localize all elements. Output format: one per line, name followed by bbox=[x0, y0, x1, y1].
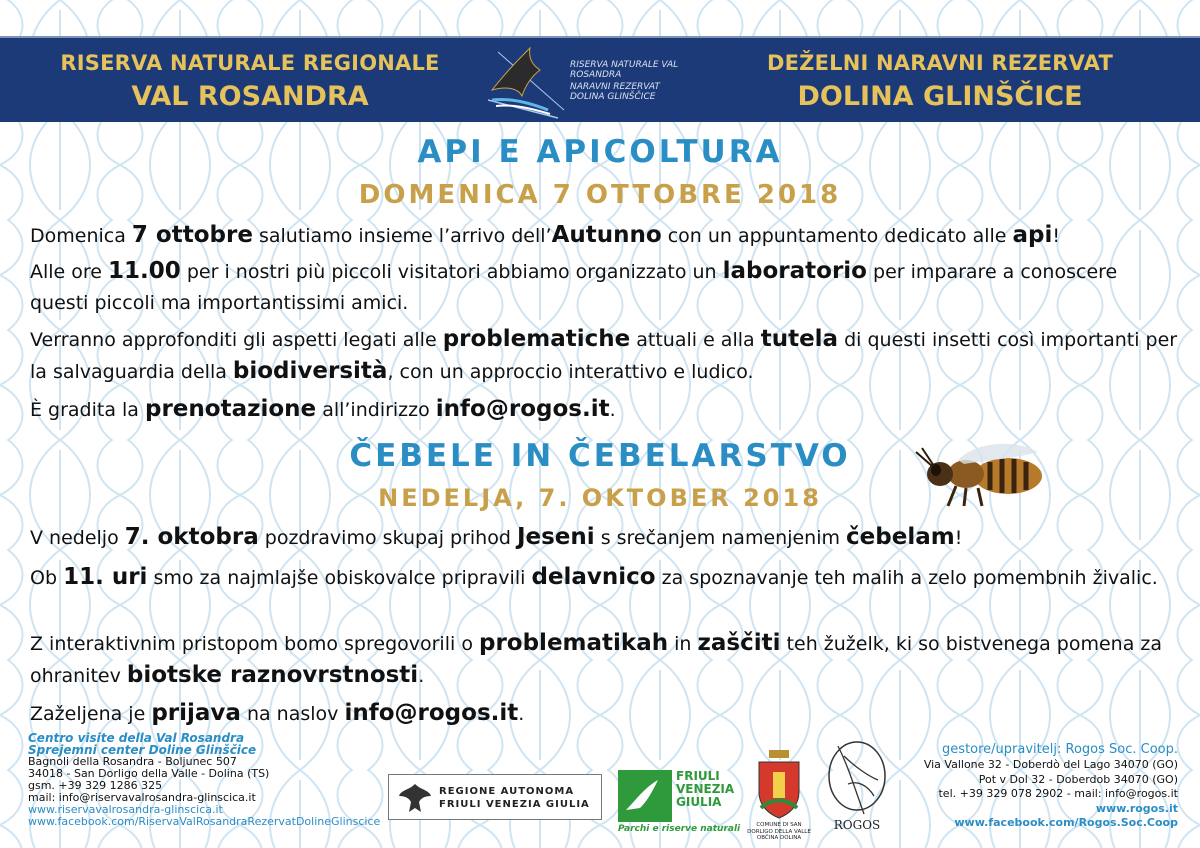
bold-run: zaščiti bbox=[697, 630, 781, 656]
text-run: per imparare a conoscere questi piccoli ma importantissimi amici. bbox=[30, 261, 1118, 314]
header-right bbox=[730, 48, 1150, 116]
parchi-green-block bbox=[618, 770, 672, 822]
bold-run: 7. oktobra bbox=[124, 524, 259, 550]
it-paragraph-4 bbox=[30, 394, 1180, 426]
rogos-text: ROGOS bbox=[833, 818, 881, 832]
header-left-line2: VAL ROSANDRA bbox=[131, 81, 369, 112]
text-run: Z interaktivnim pristopom bomo spregovorili o bbox=[30, 633, 479, 655]
text-run: . bbox=[418, 665, 425, 687]
address-line: Bagnoli della Rosandra - Boljunec 507 bbox=[28, 755, 237, 768]
bold-run: tutela bbox=[760, 326, 839, 352]
text-run: di questi insetti così importanti per la salvaguardia della bbox=[30, 329, 1178, 383]
logo-text-sl: NARAVNI REZERVAT DOLINA GLINŠČICE bbox=[570, 82, 660, 102]
sl-paragraph-4 bbox=[30, 698, 1180, 730]
bee-icon bbox=[908, 436, 1048, 508]
logo-text-it: RISERVA NATURALE VAL ROSANDRA bbox=[570, 60, 679, 80]
contact-line: tel. +39 329 078 2902 - mail: info@rogos.it bbox=[938, 787, 1178, 800]
text-run: ! bbox=[1052, 225, 1061, 247]
bold-run: biodiversità bbox=[232, 358, 388, 384]
bold-run: čebelam bbox=[846, 524, 955, 550]
facebook-link[interactable]: www.facebook.com/RiservaValRosandraRezervatDolineGlinscice bbox=[28, 815, 381, 828]
bold-run: 11.00 bbox=[108, 258, 181, 284]
mail-line: mail: info@riservavalrosandra-glinscica.it bbox=[28, 791, 256, 804]
fvg-line1: REGIONE AUTONOMA bbox=[439, 786, 575, 797]
header-right-line2: DOLINA GLINŠČICE bbox=[797, 81, 1083, 112]
bold-run: problematiche bbox=[442, 326, 631, 352]
date-italian: DOMENICA 7 OTTOBRE 2018 bbox=[358, 180, 842, 210]
parchi-line2: VENEZIA bbox=[676, 782, 735, 796]
sl-paragraph-1 bbox=[30, 522, 1180, 554]
text-run: smo za najmlajše obiskovalce pripravili bbox=[147, 567, 532, 589]
text-run: V nedeljo bbox=[30, 527, 125, 549]
address-line: 34018 - San Dorligo della Valle - Dolina (TS) bbox=[28, 767, 270, 780]
text-run: Domenica bbox=[30, 225, 132, 247]
bold-run: Jeseni bbox=[516, 524, 595, 550]
address-line: Pot v Dol 32 - Doberdob 34070 (GO) bbox=[978, 772, 1178, 786]
header-right-line1: DEŽELNI NARAVNI REZERVAT bbox=[766, 51, 1114, 75]
parchi-fvg-logo bbox=[618, 769, 741, 836]
text-run: . bbox=[609, 399, 616, 421]
facebook-link[interactable]: www.facebook.com/Rogos.Soc.Coop bbox=[954, 816, 1178, 829]
visit-center-title-it: Centro visite della Val Rosandra bbox=[28, 731, 245, 745]
text-run: za spoznavanje teh malih a zelo pomembnih živalic. bbox=[655, 567, 1158, 589]
parchi-title bbox=[676, 770, 734, 809]
sl-paragraph-2 bbox=[30, 562, 1180, 594]
bird-icon bbox=[618, 770, 672, 822]
date-slovenian: NEDELJA, 7. OKTOBER 2018 bbox=[378, 484, 822, 512]
crest-icon bbox=[745, 748, 813, 822]
bold-run: 11. uri bbox=[63, 564, 148, 590]
it-paragraph-2 bbox=[30, 256, 1180, 319]
bold-run: prijava bbox=[151, 700, 241, 726]
text-run: , con un approccio interattivo e ludico. bbox=[387, 361, 754, 383]
bold-run: api bbox=[1012, 222, 1053, 248]
address-line: Via Vallone 32 - Doberdò del Lago 34070 (GO) bbox=[923, 758, 1178, 771]
text-run: Ob bbox=[30, 567, 64, 589]
reserve-logo bbox=[478, 40, 678, 122]
regione-fvg-logo bbox=[388, 774, 602, 820]
bold-run: biotske raznovrstnosti bbox=[126, 662, 419, 688]
bold-run: Autunno bbox=[551, 222, 662, 248]
bold-run: delavnico bbox=[531, 564, 656, 590]
text-run: teh žuželk, ki so bistvenega pomena za ohranitev bbox=[30, 633, 1163, 687]
email-link[interactable]: info@rogos.it bbox=[344, 700, 519, 726]
website-link[interactable]: www.riservavalrosandra-glinscica.it bbox=[28, 803, 223, 816]
bold-run: laboratorio bbox=[722, 258, 867, 284]
text-run: pozdravimo skupaj prihod bbox=[258, 527, 517, 549]
comune-crest-logo bbox=[745, 748, 813, 844]
footer-manager bbox=[880, 742, 1178, 831]
text-run: . bbox=[518, 703, 525, 725]
bold-run: 7 ottobre bbox=[131, 222, 253, 248]
text-run: salutiamo insieme l’arrivo dell’ bbox=[252, 225, 552, 247]
sl-paragraph-3 bbox=[30, 628, 1180, 692]
phone-line: gsm. +39 329 1286 325 bbox=[28, 779, 163, 792]
text-run: Verranno approfonditi gli aspetti legati alle bbox=[30, 329, 443, 351]
parchi-subtitle: Parchi e riserve naturali bbox=[618, 824, 741, 834]
text-run: na naslov bbox=[240, 703, 345, 725]
bat-logo-icon bbox=[478, 40, 570, 120]
parchi-line3: GIULIA bbox=[676, 795, 722, 809]
text-run: attuali e alla bbox=[630, 329, 761, 351]
fvg-logo-text bbox=[439, 785, 590, 811]
text-run: Zaželjena je bbox=[30, 703, 152, 725]
footer-visit-center bbox=[28, 732, 388, 828]
it-paragraph-3 bbox=[30, 324, 1180, 388]
header-band bbox=[0, 36, 1200, 122]
header-left bbox=[40, 48, 460, 116]
fvg-line2: FRIULI VENEZIA GIULIA bbox=[439, 799, 590, 810]
comune-text: COMUNE DI SAN DORLIGO DELLA VALLE OBČINA DOLINA bbox=[747, 822, 811, 841]
parchi-line1: FRIULI bbox=[676, 769, 720, 783]
website-link[interactable]: www.rogos.it bbox=[1095, 801, 1178, 815]
text-run: s srečanjem namenjenim bbox=[594, 527, 847, 549]
text-run: all’indirizzo bbox=[316, 399, 436, 421]
email-link[interactable]: info@rogos.it bbox=[435, 396, 610, 422]
visit-center-title-sl: Sprejemni center Doline Glinščice bbox=[28, 743, 257, 757]
text-run: per i nostri più piccoli visitatori abbiamo organizzato un bbox=[180, 261, 723, 283]
bold-run: problematikah bbox=[478, 630, 669, 656]
text-run: È gradita la bbox=[30, 399, 145, 421]
text-run: in bbox=[668, 633, 698, 655]
text-run: con un appuntamento dedicato alle bbox=[661, 225, 1013, 247]
text-run: ! bbox=[954, 527, 963, 549]
title-slovenian: ČEBELE IN ČEBELARSTVO bbox=[349, 438, 851, 474]
it-paragraph-1 bbox=[30, 220, 1180, 252]
manager-title: gestore/upravitelj: Rogos Soc. Coop. bbox=[942, 742, 1178, 757]
title-italian: API E APICOLTURA bbox=[417, 134, 783, 170]
header-left-line1: RISERVA NATURALE REGIONALE bbox=[60, 51, 440, 75]
bold-run: prenotazione bbox=[145, 396, 317, 422]
text-run: Alle ore bbox=[30, 261, 109, 283]
eagle-icon bbox=[395, 778, 435, 818]
